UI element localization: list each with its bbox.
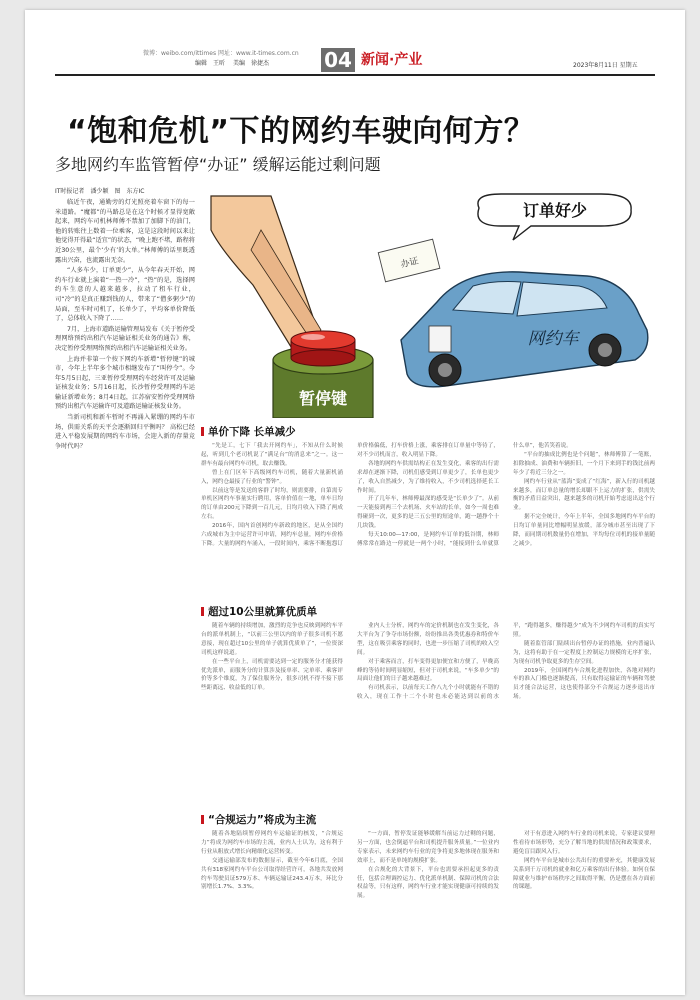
body-paragraph: 在合规化的大背景下，平台也需要承担起更多的责任，包括合理调控运力、优化派单机制、保障司机的合法权益等，只有这样，网约车行业才能实现健康可持续的发展。	[357, 866, 499, 900]
byline-reporter-label: IT时报记者	[55, 188, 85, 195]
design-name: 徐捷杰	[250, 60, 269, 67]
body-paragraph: 随着各地陆续暂停网约车运输证的核发，“合规运力”将成为网约车市场的主流，业内人士认为，这有利于行业从粗放式增长向精细化运营转变。	[201, 831, 343, 855]
lead-paragraph: “人多车少，订单更少”，从今年春天开始，网约车行业就上演着“一热一冷”，“热”的是，选择网约车生意的人越来越多，拉动了租车行业，司“冷”的是真正赚到钱的人，带来了“僧多粥少”的局面，至车时司机了，长单少了，平均客单价降低了，总体收入下降了……	[55, 267, 195, 323]
section-heading-1: 单价下降 长单减少	[201, 424, 296, 439]
body-paragraph: 交通运输部发布的数据显示，截至今年6月底，全国共有318家网约车平台公司取得经营许可，各地共发放网约车驾驶员证579万本、车辆运输证243.4万本，环比分别增长1.7%、3.3%。	[201, 857, 343, 891]
body-paragraph: 业内人士分析，网约车的定价机制也在发生变化，各大平台为了争夺市场份额，纷纷推出各类优惠券和特价车型，这在吸引乘客的同时，也进一步压缩了司机的收入空间。	[357, 623, 499, 656]
section-name: 新闻·产业	[361, 52, 423, 68]
body-paragraph: 随着车辆的持续增加，激烈的竞争也反映到网约车平台的派单机制上，“以前三公里以内的单子很多司机不愿意接，现在超过10公里的单子就算优质单了”，一位资深司机这样说道。	[201, 623, 343, 656]
body-paragraph: “平台的抽成比例也是个问题”，林师傅算了一笔账，扣除抽成、油费和车辆折旧，一个月下来到手的钱比前两年少了将近三分之一。	[513, 451, 655, 476]
body-paragraph: 对于乘客而言，打车变得更加便宜和方便了，早晚高峰的等待时间明显缩短，但对于司机来说，“车多单少”的局面让他们的日子越来越难过。	[357, 658, 499, 683]
speech-bubble-text: 订单好少	[522, 201, 588, 220]
body-paragraph: 对于有意进入网约车行业的司机来说，专家建议要理性看待市场形势，充分了解当地的供需情况和政策要求，避免盲目跟风入行。	[513, 831, 655, 855]
body-paragraph: 在一些平台上，司机需要达到一定的服务分才能获得优先派单，而服务分的计算涉及接单率、完单率、乘客评价等多个维度，为了保住服务分，很多司机不得不接下那些距离远、收益低的订单。	[201, 658, 343, 692]
newspaper-page	[25, 10, 685, 995]
subheadline: 多地网约车监管暂停“办证” 缓解运能过剩问题	[55, 155, 381, 174]
byline	[55, 186, 150, 195]
body-paragraph: 开了几年车，林师傅最深的感受是“长单少了”。从前一天能接到两三个去机场、火车站的长单，如今一周也难得碰到一次，更多的是三五公里的短途单，跑一趟挣个十几块钱。	[357, 496, 499, 530]
section-body-3	[201, 830, 655, 988]
section-heading-3: “合规运力”将成为主流	[201, 812, 316, 827]
body-paragraph: 2019年，全国网约车合规化进程加快，各地对网约车的准入门槛也逐渐提高，只有取得运输证的车辆和驾驶员才能合法运营，这也使得部分不合规运力逐步退出市场。	[513, 667, 655, 701]
headline: “饱和危机”下的网约车驶向何方？	[67, 114, 535, 149]
cartoon-illustration	[201, 190, 655, 418]
byline-reporter: 潘少颖	[90, 188, 109, 195]
section-body-1	[201, 442, 655, 590]
editor-label: 编辑	[195, 60, 208, 67]
lead-paragraph: 临近午夜，通勤旁的灯光照亮着车窗下的每一米道路。“魔都”的马路总是在这个时候才显得宽敞起来，网约车司机林师傅不禁加了加脚下的油门，他的转账往上数着一位乘客，这是这段时间以来让他觉得开得最“适宜”的状态，“晚上跑不堵，路程将近30公里，最个‘少有’的大单。”林师傅的话里既透露出兴奋，也流露出无奈。	[55, 199, 195, 264]
lead-paragraph: 当新司机和新车暂时不再涌入紧绷的网约车市场，供需关系的天平会逐渐回归平衡吗？ 高松已经进入平稳发展期的网约车市场，会迎入新的存量竞争时代吗？	[55, 414, 195, 450]
body-paragraph: 各地的网约车供需结构正在发生变化，乘客的出行需求却在逐渐下降，司机们感受到订单更少了，长单也更少了，收入自然减少，为了维持收入，不少司机选择延长工作时间。	[357, 460, 499, 494]
lead-paragraph: 7月，上海市道路运输管理局发布《关于暂停受理网络预约出租汽车运输证相关业务的通告》称，决定暂停受理网络预约出租汽车运输证相关业务。	[55, 325, 195, 352]
body-paragraph: 每天10:00—17:00，是网约车订单的低谷期，林师傅常常在路边一停就是一两个小时，“能接到什么单就算什么单”，他苦笑着说。	[357, 443, 572, 547]
masthead-web-line: 微博：weibo.com/ittimes 网址：www.it-times.com.cn	[143, 50, 299, 57]
body-paragraph: 以前这等是发送的客群了时均，则需要排，自第需专单机区网约车事量实行聘用，客单价值在一地，单车日均的订单由200元下降到一百几元，日均月收入下降了两成左右。	[201, 487, 343, 521]
header-rule	[55, 74, 655, 76]
body-paragraph: 网约车行业从“蓝海”变成了“红海”，新入行的司机越来越多，而订单总量的增长却跟不上运力的扩张，供需失衡的矛盾日益突出，越来越多的司机开始考虑退出这个行业。	[513, 478, 655, 512]
editor-name: 王昕	[213, 60, 226, 67]
section-heading-2: 超过10公里就算优质单	[201, 604, 317, 619]
lead-column	[55, 198, 195, 452]
page-number: 04	[321, 48, 355, 72]
car-label: 网约车	[527, 329, 579, 349]
byline-photo-label: 图	[114, 188, 121, 195]
body-paragraph: 网约车平台是城市公共出行的重要补充，其健康发展关系到千万司机的就业和亿万乘客的出行体验。如何在保障就业与维护市场秩序之间取得平衡，仍是摆在各方面前的课题。	[513, 857, 655, 891]
body-paragraph: “先是工，七下「我去开网约车」，不知从什么时候起，听到几个老司机说了“满足台”的消息来”之一。这一群车有最台网约车司机，取去赚钱。	[201, 443, 343, 467]
issue-date: 2023年8月11日 星期五	[573, 62, 638, 69]
body-paragraph: 有司机表示，以前每天工作八九个小时就能有不错的收入，现在工作十二个小时也未必能达到以前的水平，“跑得越多，赚得越少”成为不少网约车司机的真实写照。	[357, 623, 655, 701]
section-body-2	[201, 622, 655, 802]
paper-note-text: 办证	[399, 256, 420, 271]
body-paragraph: 曾上在门区年下高级网约车司机，随着大量新机涌入，网约仓最接了行业的“警钟”。	[201, 469, 343, 485]
body-paragraph: 2016年，国内首创网约车新政的地区，是从全国约六成城市为主中运营许可申请，网约车总量，网约车价格下降。大量的网约车涌入，一段时间内，乘客不断抱怨订单价格偏低，打车价格上涨，乘客排在订单量中等待了，对不少司机而言，收入明显下降。	[201, 443, 499, 547]
design-label: 美编	[232, 60, 245, 67]
byline-photo-credit: 东方IC	[126, 188, 145, 195]
body-paragraph: 随着监管部门陆续出台暂停办证的措施，业内普遍认为，这将有助于在一定程度上控制运力规模的无序扩张，为现有司机争取更多的生存空间。	[513, 640, 655, 665]
button-label: 暂停键	[298, 389, 348, 408]
masthead-credits	[195, 58, 275, 67]
body-paragraph: “一方面，暂停发证能够缓解当前运力过剩的问题，另一方面，也会倒逼平台和司机提升服务质量。”一位业内专家表示，未来网约车行业的竞争将更多地体现在服务和效率上，而不是单纯的规模扩张。	[357, 831, 499, 864]
body-paragraph: 据不完全统计，今年上半年，全国多地网约车平台的日均订单量同比增幅明显放缓，部分城市甚至出现了下降，而同期司机数量仍在增加，平均每位司机的接单量随之减少。	[513, 514, 655, 547]
lead-paragraph: 上海并非第一个按下网约车新增“暂停键”的城市，今年上半年多个城市相继发布了“叫停令”。今年5月5日起，三亚暂停受理网约车经营许可及运输证核发业务；5月16日起，长沙暂停受理网约车运输证新增业务；8月4日起，江苏宿安暂停受理网络预约出租汽车运输许可及道路运输证核发业务。	[55, 355, 195, 411]
